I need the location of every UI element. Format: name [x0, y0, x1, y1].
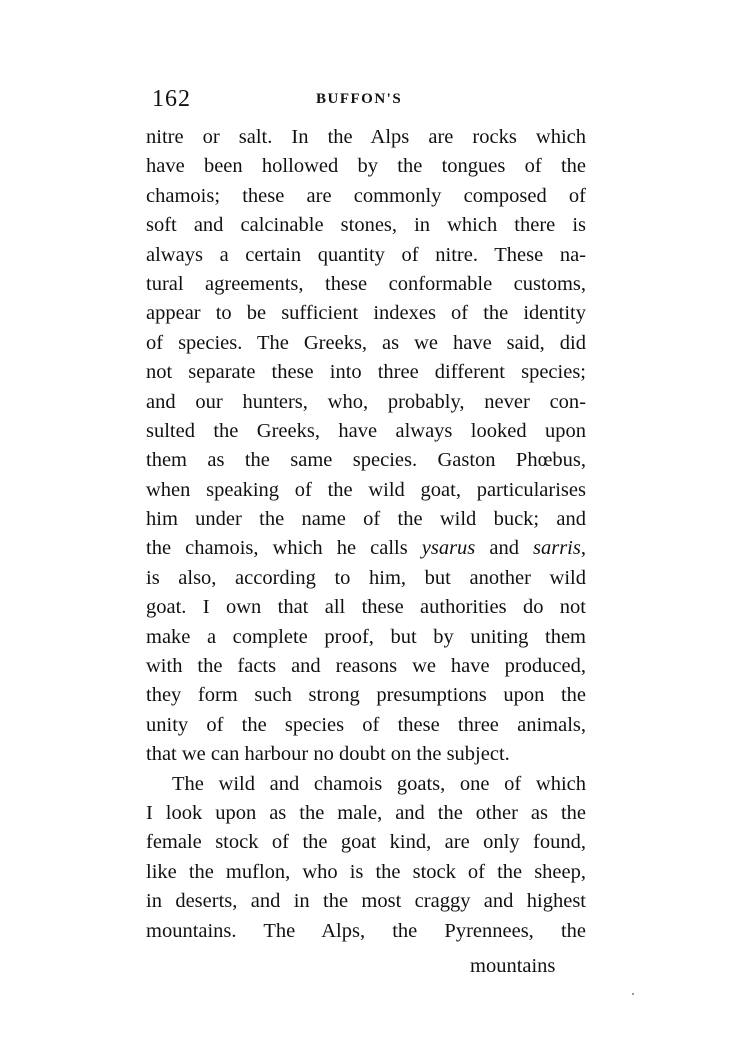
text-line: is also, according to him, but another wild [146, 566, 586, 589]
text-line: always a certain quantity of nitre. These na- [146, 243, 586, 266]
text-line: like the muflon, who is the stock of the sheep, [146, 860, 586, 883]
italic-name-sarris: sarris [533, 537, 581, 560]
text-line: them as the same species. Gaston Phœbus, [146, 449, 586, 472]
text-line: chamois; these are commonly composed of [146, 184, 586, 207]
text-line: sulted the Greeks, have always looked upon [146, 419, 586, 442]
catchword: mountains [470, 955, 556, 977]
text-line: of species. The Greeks, as we have said, did [146, 331, 586, 354]
text-line: I look upon as the male, and the other as the [146, 801, 586, 824]
text-line: female stock of the goat kind, are only found, [146, 831, 586, 854]
body-text [146, 123, 586, 946]
text-segment: the chamois, which he calls [146, 537, 422, 560]
text-line: mountains. The Alps, the Pyrennees, the [146, 919, 586, 942]
text-line: tural agreements, these conformable customs, [146, 272, 586, 295]
text-line: not separate these into three different species; [146, 361, 586, 384]
text-line: in deserts, and in the most craggy and highest [146, 890, 586, 913]
text-line-mixed [146, 534, 586, 563]
running-head: BUFFON'S [316, 91, 403, 107]
text-segment: and [475, 537, 533, 560]
page-header [150, 86, 580, 116]
text-line: when speaking of the wild goat, particularises [146, 478, 586, 501]
text-line: have been hollowed by the tongues of the [146, 155, 586, 178]
text-line: with the facts and reasons we have produced, [146, 655, 586, 678]
text-line: goat. I own that all these authorities do not [146, 596, 586, 619]
text-line: they form such strong presumptions upon the [146, 684, 586, 707]
text-line: nitre or salt. In the Alps are rocks which [146, 126, 586, 148]
text-line: and our hunters, who, probably, never con- [146, 390, 586, 413]
text-segment: , [580, 537, 586, 560]
text-line: unity of the species of these three animals, [146, 713, 586, 736]
italic-name-ysarus: ysarus [421, 537, 476, 560]
text-line: him under the name of the wild buck; and [146, 508, 586, 531]
text-line: that we can harbour no doubt on the subject. [146, 743, 510, 766]
text-line: make a complete proof, but by uniting them [146, 625, 586, 648]
text-line: The wild and chamois goats, one of which [172, 772, 586, 795]
text-line: appear to be sufficient indexes of the identity [146, 302, 586, 325]
paper-speck [632, 993, 634, 995]
text-line: soft and calcinable stones, in which there is [146, 214, 586, 237]
page-number: 162 [152, 86, 191, 112]
